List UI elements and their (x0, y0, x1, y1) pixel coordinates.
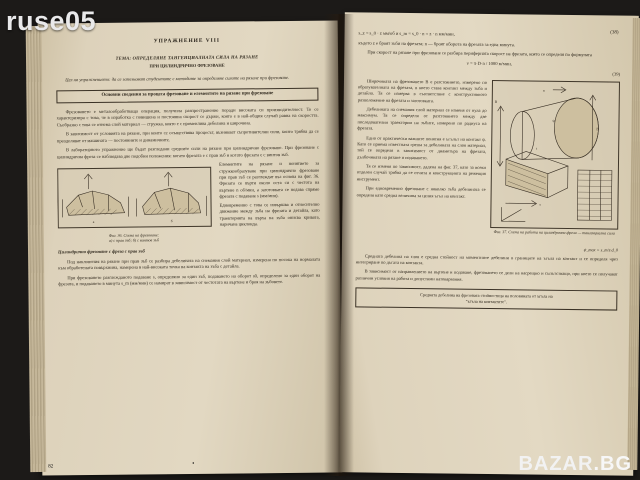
svg-text:s: s (539, 202, 541, 207)
folio-ornament: • (192, 460, 195, 467)
paragraph: Средната дебелина на слоя е средна стойност на моментните дебелини в границите на ъгъла на контакт и се определя чрез интегриране по дъгата на контакта. (355, 253, 618, 266)
paragraph: Под наклонения на рязане при прав зъб се разбира дебелината на снемания слой материал, измерена по посока на нормалата към обработената повърхнина, намерена в най-високата точка на контакта на зъба с детайла. (58, 256, 321, 271)
left-page-content (56, 37, 321, 292)
svg-text:n: n (542, 88, 545, 93)
paragraph: Тя се изменя по зависимост, дадена на фиг. 37, като за всеки отделен случай трябва да се отчита и конструкцията на режещия инструмент. (356, 163, 486, 182)
svg-text:ψ: ψ (552, 118, 555, 123)
paragraph: Широчината на фрезоването В е разстоянието, измерено по образувателната на фрезата, в което става контакт между зъба и детайла. Тя се измерва в съответствие с конструктивното разположение на фрезата и заготовката. (357, 78, 488, 104)
left-page (38, 20, 343, 475)
svg-text:B: B (494, 99, 498, 104)
watermark-bottom (518, 453, 632, 476)
svg-text:D: D (596, 126, 600, 131)
folio-left: 82 (48, 464, 54, 470)
figure-37-wrap (490, 80, 620, 242)
formula-bottom: ψ_max = s_m/z·d_0 (583, 246, 618, 253)
paragraph: При скорост на рязане при фрезоване се разбира периферната скорост на фрезата, която се определя по формулата (367, 49, 592, 58)
lesson-topic-line-1: ТЕМА: ОПРЕДЕЛЯНЕ ТАНГЕНЦИАЛНАТА СИЛА НА РЯЗАНЕ (115, 53, 259, 61)
paragraph: В лабораторното упражнение ще бъдат разгледани средните сили на рязане при цилиндрично фрезоване. При фрезоване с цилиндрична фреза се наблюдава две подобни положения: когато фрезата е с прав зъб и когато фрезата е с винтов зъб. (57, 144, 319, 160)
paragraph: Елементите на рязане и понятието за стружкообразуване при цилиндрично фрезоване при прав зъб се разглеждат въз основа на фиг. 36. Фрезата се върти около оста си с честота на въртене n об/мин, а заготовката се подава спрямо фрезата с подаване s (мм/мин). (219, 161, 320, 199)
paragraph: При едновременно фрезоване с няколко зъба дебелината се определя като средна величина за целия ъгъл на контакт. (356, 185, 486, 199)
right-page-content (355, 26, 620, 310)
paragraph: Дебелината на снемания слой материал се изменя от нула до максимум. Тя се определя от разстоянието между две последователни траектории на зъбите, измерено по радиуса на фрезата. (357, 106, 487, 131)
lesson-topic-line-2: ПРИ ЦИЛИНДРИЧНО ФРЕЗОВАНЕ (149, 62, 225, 69)
watermark-bottom-left: BAZAR (518, 453, 594, 475)
figure-36-side-text (219, 161, 320, 231)
note-box: Средната дебелина на фрезовата стойностица на половината от ъгъла на "ъгъла на контактите". (355, 288, 617, 311)
paragraph: В зависимост от условията на рязане, при които се осъществява процесът, възникват съпротивителни сили, които трябва да се преодоляват от машината — постоянните и динамичните. (56, 128, 319, 144)
paragraph: Едновременно с това се извършва и относително движение между зъба на фрезата и детайла, като траекторията на върха на зъба описва кривата, наричана циклоида. (219, 201, 320, 227)
watermark-bottom-right: .BG (593, 453, 632, 475)
paragraph: В зависимост от направлението на въртене и подаване, фрезоването се дели на насрещно и съпътстващо, при което се получават различни условия на работа и допустими натоварвания. (355, 268, 618, 282)
left-page-header: УПРАЖНЕНИЕ VIII (153, 37, 221, 45)
paragraph: където z е броят зъби на фрезата; n — броят оборота на фрезата за една минута. (358, 39, 516, 47)
formula-top: s_z = s_0 · z мм/об и s_m = s_0 · n = z · n мм/мин, (358, 30, 455, 37)
paragraph: При фрезоването разглежданото подаване s, определяно за един зъб, подаването на оборот s0, определено за един оборот на фрезата, и подаването в минута s_m (мм/мин) се намират в зависимост от честотата на въртене и броя на зъбовете. (58, 272, 321, 287)
figure-36 (57, 167, 212, 229)
svg-text:t: t (536, 146, 538, 151)
paragraph: Фрезоването е металообработваща операция, получила разпространение поради високата си производителност. То се характеризира с това, че в изработка с повишена и постоянна скорост се държи, която е в най-общия случай равна на скоростта. Съобразно с това се отнема слой материал — стружка, която е с променлива дебелина и широчина. (56, 106, 319, 128)
figure-37-caption: Фиг. 37. Схема на работа на цилиндрична фреза — тангенциална сила (493, 228, 615, 236)
formula-velocity: v = π·D·n / 1000 м/мин, (466, 60, 512, 66)
figure-37 (490, 80, 620, 230)
lesson-goal: Цел на упражнението: да се запознават студентите с методите за определяне силите на рязане при фрезоване. (65, 75, 290, 83)
right-page (339, 12, 639, 476)
page-number: (38) (610, 30, 619, 36)
svg-text:a: a (92, 220, 95, 225)
svg-text:б: б (170, 219, 173, 224)
figure-36-caption: Фиг. 36. Схема на фрезоване: а) с прав зъб; б) с винтов зъб (108, 232, 160, 244)
watermark-top: ruse05 (6, 6, 97, 36)
paragraph: Едно от практически важните понятия е ъгълът на контакт ψ. Като се приема известната греша за дебелината на слоя материал, той се определя в зависимост от диаметъра на фрезата, дълбочината на рязане и подаването. (357, 135, 487, 160)
section-title: Основни сведения за процеса фрезоване и елементите на рязане при фрезоване (56, 88, 318, 104)
subsection-heading: Цилиндрично фрезоване с фреза с прав зъб (58, 248, 145, 255)
page-number-secondary: (39) (612, 71, 621, 77)
